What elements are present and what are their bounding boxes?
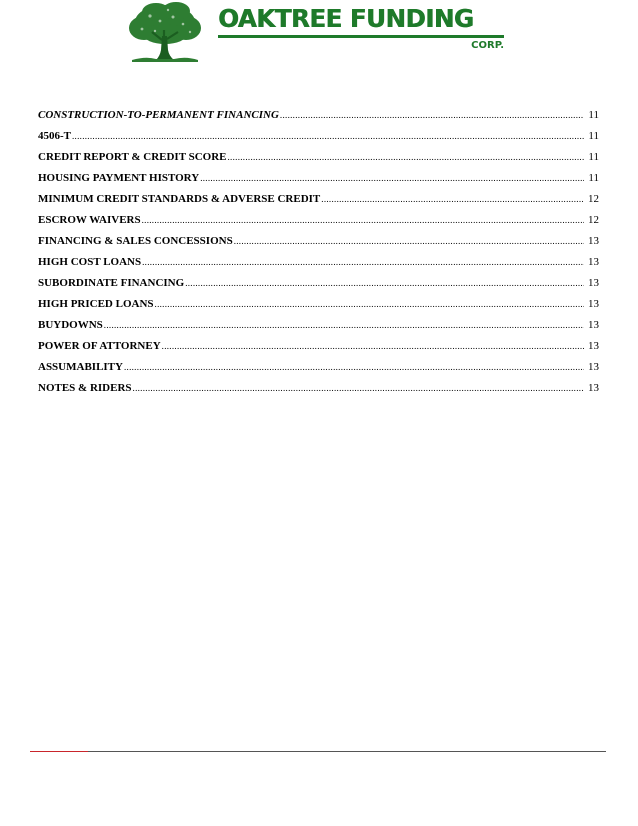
oak-tree-icon	[126, 2, 204, 64]
toc-entry-title[interactable]: HIGH PRICED LOANS	[38, 298, 154, 310]
toc-entry[interactable]	[38, 168, 599, 189]
toc-entry-page[interactable]: 11	[588, 130, 599, 142]
toc-dot-leader	[162, 336, 584, 357]
brand-name: OAKTREE FUNDING	[218, 4, 474, 33]
toc-dot-leader	[142, 210, 584, 231]
table-of-contents	[38, 105, 599, 399]
toc-entry-page[interactable]: 12	[588, 193, 599, 205]
toc-dot-leader	[124, 357, 584, 378]
toc-dot-leader	[133, 378, 584, 399]
toc-dot-leader	[280, 105, 584, 126]
toc-entry[interactable]	[38, 210, 599, 231]
toc-entry[interactable]	[38, 231, 599, 252]
toc-entry-page[interactable]: 11	[588, 151, 599, 163]
brand-suffix: CORP.	[471, 40, 504, 51]
toc-dot-leader	[200, 168, 584, 189]
toc-entry-page[interactable]: 11	[588, 172, 599, 184]
toc-entry-page[interactable]: 13	[588, 298, 599, 310]
toc-dot-leader	[228, 147, 585, 168]
toc-entry[interactable]	[38, 294, 599, 315]
toc-entry-page[interactable]: 13	[588, 382, 599, 394]
toc-entry-page[interactable]: 11	[588, 109, 599, 121]
toc-entry[interactable]	[38, 147, 599, 168]
toc-entry-page[interactable]: 13	[588, 235, 599, 247]
toc-entry-title[interactable]: ASSUMABILITY	[38, 361, 123, 373]
toc-entry[interactable]	[38, 252, 599, 273]
toc-dot-leader	[234, 231, 584, 252]
toc-entry[interactable]	[38, 315, 599, 336]
footer-divider	[30, 751, 606, 752]
toc-entry-title[interactable]: 4506-T	[38, 130, 71, 142]
toc-entry[interactable]	[38, 336, 599, 357]
toc-dot-leader	[142, 252, 584, 273]
toc-dot-leader	[72, 126, 584, 147]
toc-entry-title[interactable]: CREDIT REPORT & CREDIT SCORE	[38, 151, 227, 163]
toc-entry-title[interactable]: ESCROW WAIVERS	[38, 214, 141, 226]
toc-entry-title[interactable]: MINIMUM CREDIT STANDARDS & ADVERSE CREDIT	[38, 193, 321, 205]
toc-entry-title[interactable]: CONSTRUCTION-TO-PERMANENT FINANCING	[38, 109, 279, 121]
page-header	[0, 0, 638, 70]
toc-entry-page[interactable]: 13	[588, 256, 599, 268]
toc-dot-leader	[104, 315, 584, 336]
toc-entry-title[interactable]: POWER OF ATTORNEY	[38, 340, 161, 352]
toc-dot-leader	[155, 294, 584, 315]
toc-dot-leader	[185, 273, 584, 294]
toc-entry-title[interactable]: HOUSING PAYMENT HISTORY	[38, 172, 200, 184]
toc-entry-title[interactable]: BUYDOWNS	[38, 319, 103, 331]
toc-entry-title[interactable]: HIGH COST LOANS	[38, 256, 142, 268]
toc-entry[interactable]	[38, 357, 599, 378]
toc-entry[interactable]	[38, 105, 599, 126]
toc-entry[interactable]	[38, 273, 599, 294]
toc-entry-page[interactable]: 13	[588, 319, 599, 331]
toc-entry-page[interactable]: 13	[588, 277, 599, 289]
toc-entry-page[interactable]: 13	[588, 361, 599, 373]
toc-entry-page[interactable]: 12	[588, 214, 599, 226]
toc-dot-leader	[321, 189, 584, 210]
brand-underline	[218, 35, 504, 38]
toc-entry-title[interactable]: FINANCING & SALES CONCESSIONS	[38, 235, 233, 247]
toc-entry[interactable]	[38, 126, 599, 147]
toc-entry-page[interactable]: 13	[588, 340, 599, 352]
toc-entry-title[interactable]: SUBORDINATE FINANCING	[38, 277, 185, 289]
toc-entry[interactable]	[38, 378, 599, 399]
toc-entry-title[interactable]: NOTES & RIDERS	[38, 382, 132, 394]
footer-accent-line	[30, 751, 88, 752]
toc-entry[interactable]	[38, 189, 599, 210]
